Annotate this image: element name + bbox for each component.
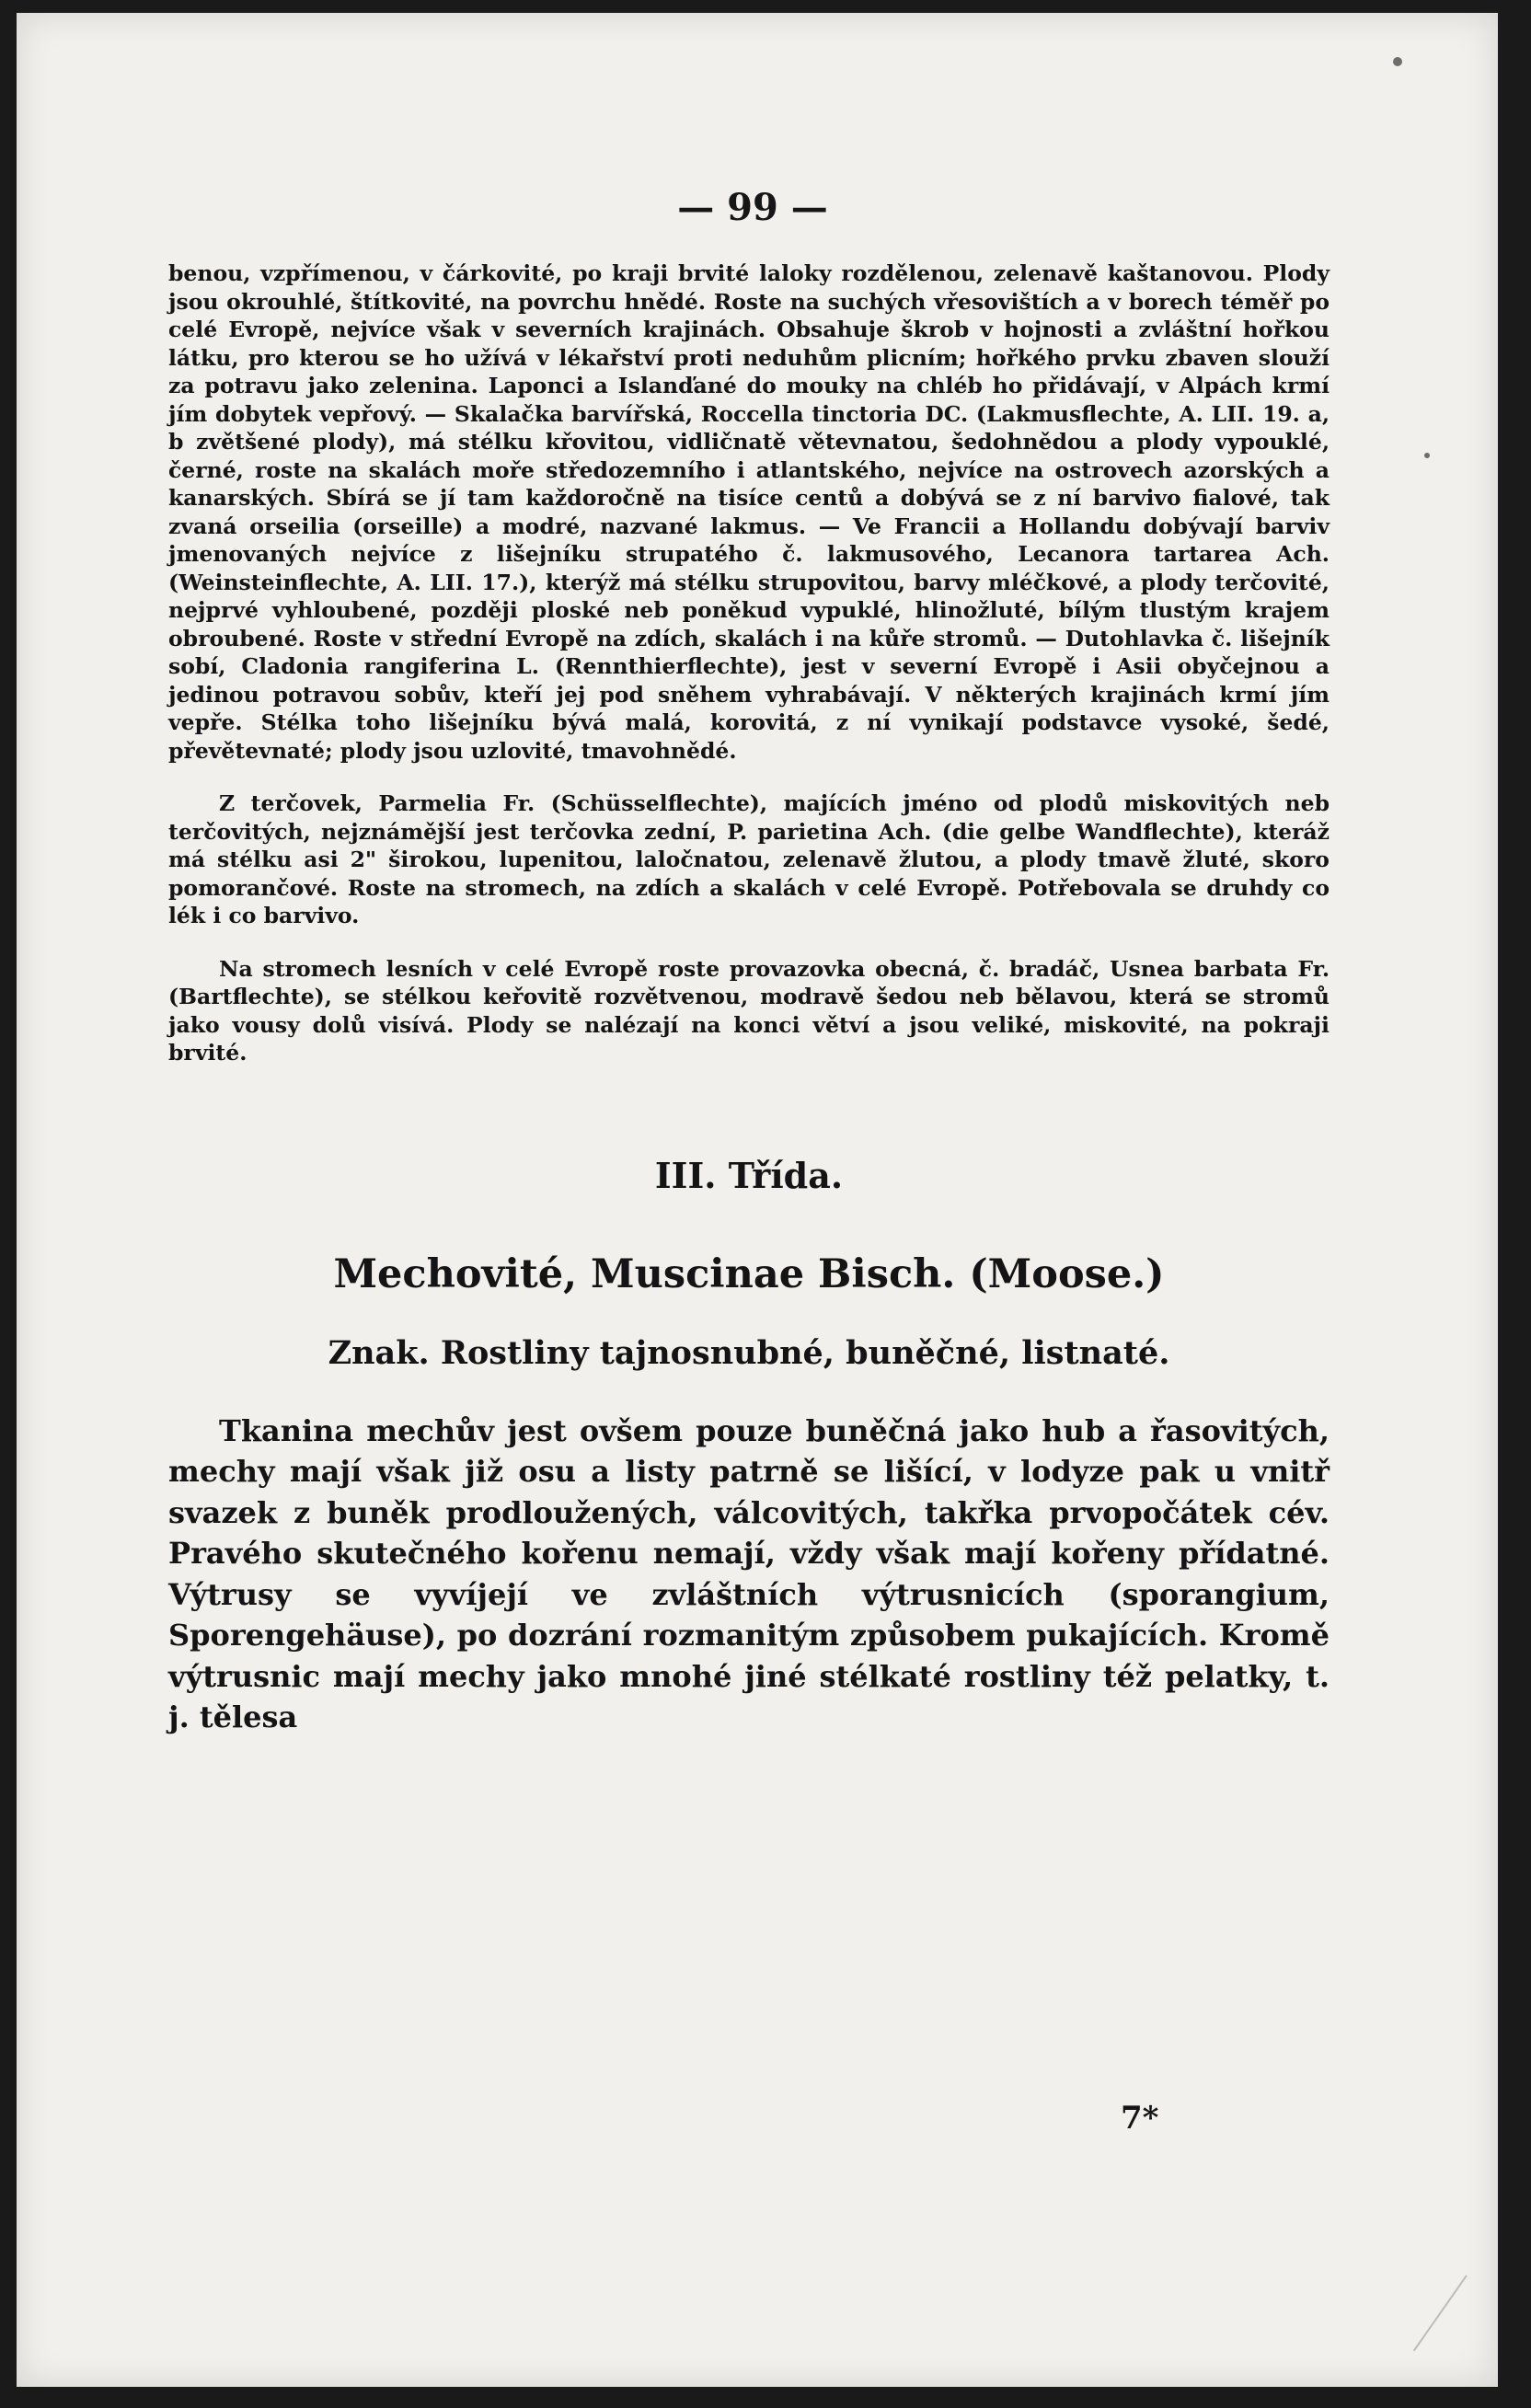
paragraph-lichens-continued: benou, vzpřímenou, v čárkovité, po kraji brvité laloky rozdělenou, zelenavě kaštanovou. Plody jsou okrouhlé, štítkovité, na povrchu hnědé. Roste na suchých vřesovištích a v borech téměř po celé Evropě, nejvíce však v severních krajinách. Obsahuje škrob v hojnosti a zvláštní hořkou látku, pro kterou se ho užívá v lékařství proti neduhům plicním; hořkého prvku zbaven slouží za potravu jako zelenina. Laponci a Islanďané do mouky na chléb ho přidávají, v Alpách krmí jím dobytek vepřový. — Skalačka barvířská, Roccella tinctoria DC. (Lakmusflechte, A. LII. 19. a, b zvětšené plody), má stélku křovitou, vidličnatě větevnatou, šedohnědou a plody vypouklé, černé, roste na skalách moře středozemního i atlantského, nejvíce na ostrovech azorských a kanarských. Sbírá se jí tam každoročně na tisíce centů a dobývá se z ní barvivo fialové, tak zvaná orseilia (orseille) a modré, nazvané lakmus. — Ve Francii a Hollandu dobývají barviv jmenovaných nejvíce z lišejníku strupatého č. lakmusového, Lecanora tartarea Ach. (Weinsteinflechte, A. LII. 17.), kterýž má stélku strupovitou, barvy mléčkové, a plody terčovité, nejprvé vyhloubené, později ploské neb poněkud vypuklé, hlinožluté, bílým tlustým krajem obroubené. Roste v střední Evropě na zdích, skalách i na kůře stromů. — Dutohlavka č. lišejník sobí, Cladonia rangiferina L. (Rennthierflechte), jest v severní Evropě i Asii obyčejnou a jedinou potravou sobův, kteří jej pod sněhem vyhrabávají. V některých krajinách krmí jím vepře. Stélka toho lišejníku bývá malá, korovitá, z ní vynikají podstavce vysoké, šedé, převětevnaté; plody jsou uzlovité, tmavohnědé. <box>168 260 1330 764</box>
book-page <box>17 13 1498 2387</box>
scan-speck <box>1424 453 1430 458</box>
class-heading: III. Třída. <box>654 1154 844 1196</box>
page-number: — 99 — <box>677 186 828 229</box>
page-body <box>168 259 1330 1738</box>
section-title: Mechovité, Muscinae Bisch. (Moose.) <box>333 1250 1165 1297</box>
signature-mark: 7* <box>1121 2100 1159 2137</box>
moss-text-block <box>168 1411 1330 1738</box>
page-corner-crease <box>1413 2275 1520 2388</box>
lichen-text-block <box>168 259 1330 1067</box>
scan-speck <box>1393 57 1402 66</box>
characteristic-line: Znak. Rostliny tajnosnubné, buněčné, listnaté. <box>328 1333 1170 1372</box>
paragraph-usnea: Na stromech lesních v celé Evropě roste provazovka obecná, č. bradáč, Usnea barbata Fr. (Bartflechte), se stélkou keřovitě rozvětvenou, modravě šedou neb bělavou, která se stromů jako vousy dolů visívá. Plody se nalézají na konci větví a jsou veliké, miskovité, na pokraji brvité. <box>168 955 1330 1066</box>
paragraph-moss-tissue: Tkanina mechův jest ovšem pouze buněčná jako hub a řasovitých, mechy mají však již osu a listy patrně se lišící, v lodyze pak u vnitř svazek z buněk prodloužených, válcovitých, takřka prvopočátek cév. Pravého skutečného kořenu nemají, vždy však mají kořeny přídatné. Výtrusy se vyvíjejí ve zvláštních výtrusnicích (sporangium, Sporengehäuse), po dozrání rozmanitým způsobem pukajících. Kromě výtrusnic mají mechy jako mnohé jiné stélkaté rostliny též pelatky, t. j. tělesa <box>168 1412 1330 1734</box>
paragraph-parmelia: Z terčovek, Parmelia Fr. (Schüsselflechte), majících jméno od plodů miskovitých neb terčovitých, nejznámější jest terčovka zední, P. parietina Ach. (die gelbe Wandflechte), kteráž má stélku asi 2" širokou, lupenitou, laločnatou, zelenavě žlutou, a plody tmavě žluté, skoro pomorančové. Roste na stromech, na zdích a skalách v celé Evropě. Potřebovala se druhdy co lék i co barvivo. <box>168 790 1330 928</box>
